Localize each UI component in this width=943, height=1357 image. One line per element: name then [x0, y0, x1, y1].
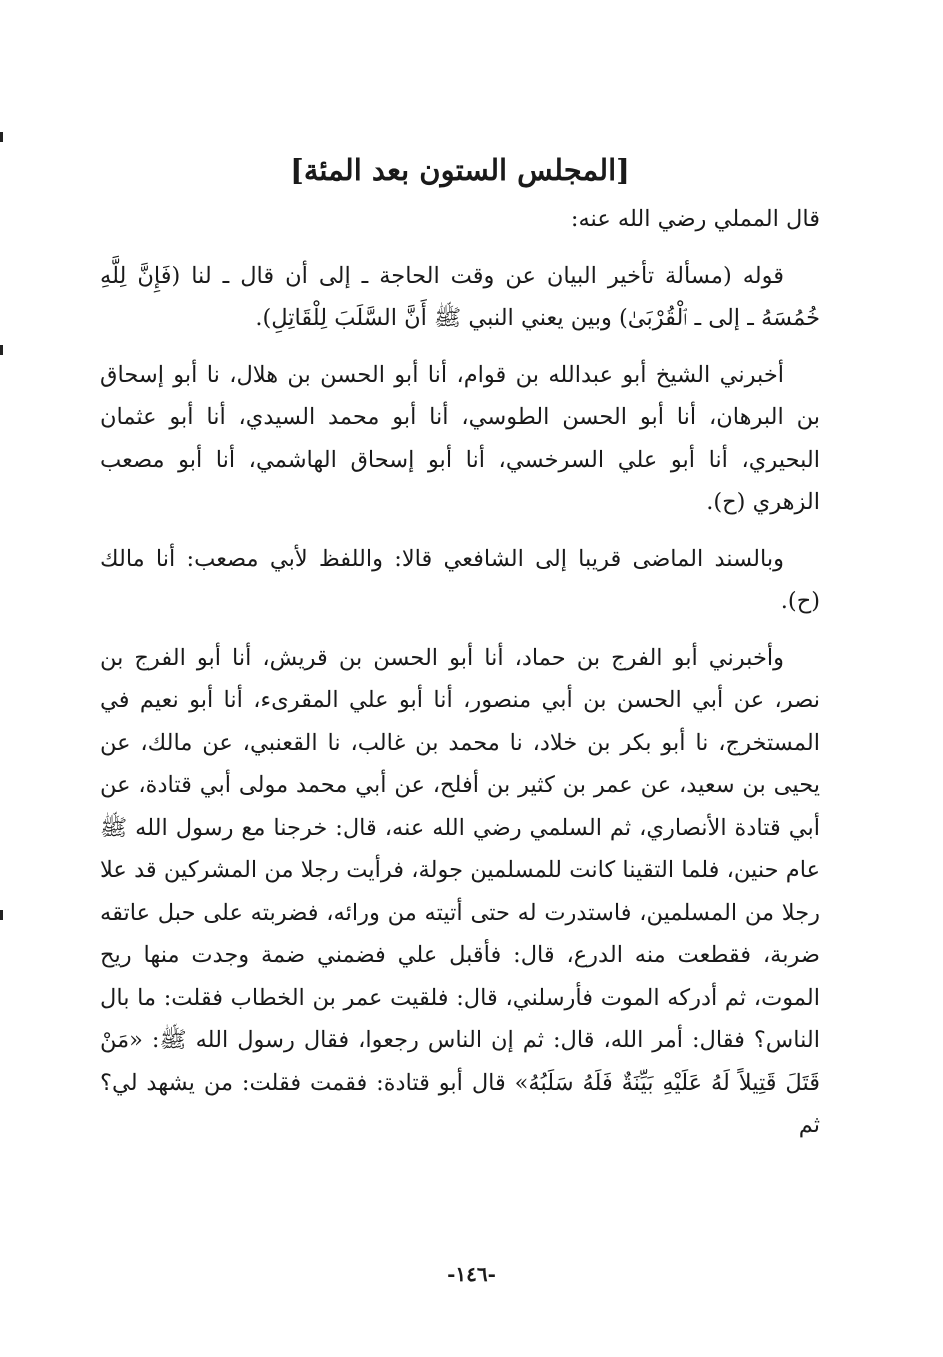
paragraph-quote: قوله (مسألة تأخير البيان عن وقت الحاجة ـ إلى أن قال ـ لنا (فَإِنَّ لِلَّهِ خُمُسَهُ ـ إلى ـ ٱلْقُرْبَىٰ) وبين يعني النبي ﷺ أَنَّ السَّلَبَ لِلْقَاتِلِ). — [100, 262, 820, 331]
paragraph-intro: قال المملي رضي الله عنه: — [570, 206, 820, 232]
page-number: -١٤٦- — [447, 1262, 496, 1286]
paragraph-hadith: وأخبرني أبو الفرج بن حماد، أنا أبو الحسن بن قريش، أنا أبو الفرج بن نصر، عن أبي الحسن بن أبي منصور، أنا أبو علي المقرىء، أنا أبو نعيم في المستخرج، نا أبو بكر بن خلاد، نا محمد بن غالب، نا القعنبي، عن مالك، عن يحيى بن سعيد، عن عمر بن كثير بن أفلح، عن أبي محمد مولى أبي قتادة، عن أبي قتادة الأنصاري، ثم السلمي رضي الله عنه، قال: خرجنا مع رسول الله ﷺ عام حنين، فلما التقينا كانت للمسلمين جولة، فرأيت رجلا من المشركين قد علا رجلا من المسلمين، فاستدرت له حتى أتيته من ورائه، فضربته على حبل عاتقه ضربة، فقطعت منه الدرع، قال: فأقبل علي فضمني ضمة وجدت منها ريح الموت، ثم أدركه الموت فأرسلني، قال: فلقيت عمر بن الخطاب فقلت: ما بال الناس؟ فقال: أمر الله، قال: ثم إن الناس رجعوا، فقال رسول الله ﷺ: «مَنْ قَتَلَ قَتِيلاً لَهُ عَلَيْهِ بَيِّنَةٌ فَلَهُ سَلَبُهُ» قال أبو قتادة: فقمت فقلت: من يشهد لي؟ ثم — [100, 644, 820, 1138]
paragraph-chain-2: وبالسند الماضى قريبا إلى الشافعي قالا: واللفظ لأبي مصعب: أنا مالك (ح). — [100, 545, 820, 614]
scan-edge-mark — [0, 910, 3, 920]
page-title: [المجلس الستون بعد المئة] — [290, 153, 630, 187]
scan-edge-mark — [0, 132, 3, 142]
book-page — [100, 150, 820, 1147]
scan-edge-mark — [0, 345, 3, 355]
paragraph-chain-1: أخبرني الشيخ أبو عبدالله بن قوام، أنا أبو الحسن بن هلال، نا أبو إسحاق بن البرهان، أنا أبو الحسن الطوسي، أنا أبو محمد السيدي، أنا أبو عثمان البحيري، أنا أبو علي السرخسي، أنا أبو إسحاق الهاشمي، أنا أبو مصعب الزهري (ح). — [100, 361, 820, 515]
